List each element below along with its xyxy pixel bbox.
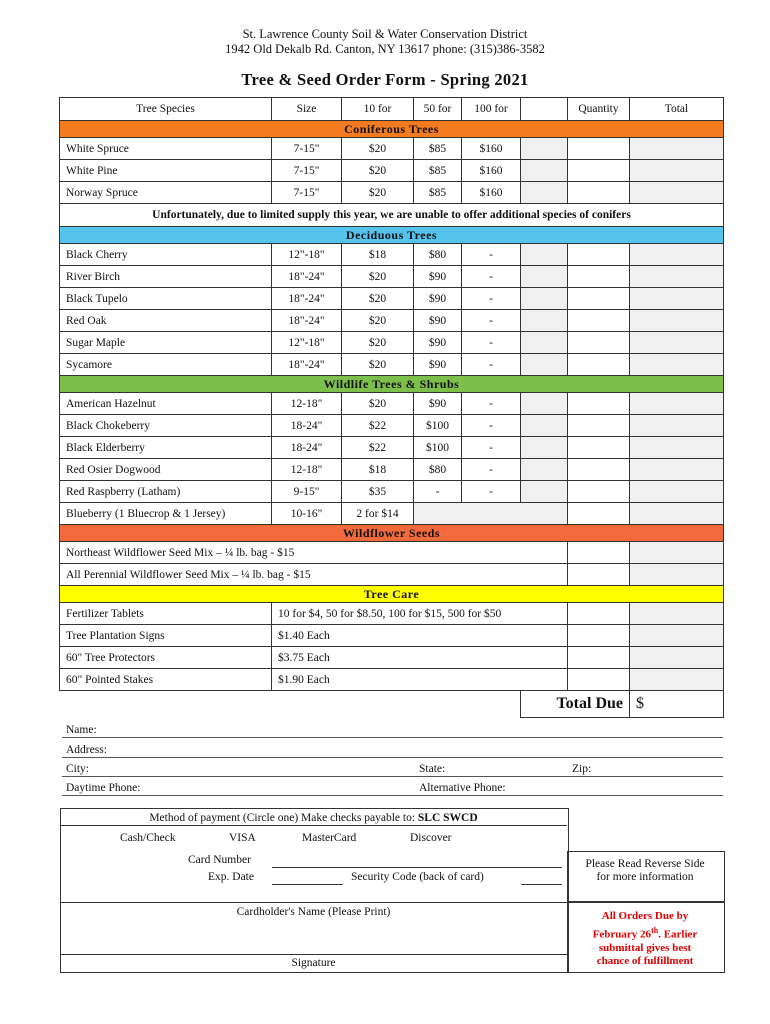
blank-cell — [521, 332, 568, 354]
price-cell: $20 — [342, 182, 414, 204]
blank-cell — [521, 437, 568, 459]
table-row — [60, 603, 724, 625]
item-name: Fertilizer Tablets — [60, 603, 272, 625]
blank-cell — [521, 415, 568, 437]
price-cell: $85 — [414, 160, 462, 182]
price-cell: - — [462, 244, 521, 266]
table-row — [60, 332, 724, 354]
item-name: Tree Plantation Signs — [60, 625, 272, 647]
species-name: Black Cherry — [60, 244, 272, 266]
quantity-input[interactable] — [568, 393, 630, 415]
state-label: State: — [419, 763, 446, 775]
table-row — [60, 437, 724, 459]
total-cell — [630, 288, 724, 310]
total-cell — [630, 481, 724, 503]
quantity-input[interactable] — [568, 415, 630, 437]
daytime-phone-label: Daytime Phone: — [66, 782, 141, 794]
table-row — [60, 182, 724, 204]
order-table — [59, 97, 724, 718]
price-cell: $20 — [342, 393, 414, 415]
column-header: Tree Species — [60, 98, 272, 121]
table-row — [60, 266, 724, 288]
price-cell: $22 — [342, 415, 414, 437]
species-name: Black Tupelo — [60, 288, 272, 310]
total-cell — [630, 244, 724, 266]
spacer — [60, 691, 521, 718]
price-cell: 7-15" — [272, 138, 342, 160]
quantity-input[interactable] — [568, 244, 630, 266]
column-header: 10 for — [342, 98, 414, 121]
price-cell: 18"-24" — [272, 266, 342, 288]
table-row — [60, 160, 724, 182]
table-row — [60, 503, 724, 525]
exp-date-field[interactable] — [272, 871, 343, 885]
price-cell: - — [462, 266, 521, 288]
section-title: Deciduous Trees — [60, 227, 724, 244]
price-cell: $20 — [342, 354, 414, 376]
item-name: 60" Tree Protectors — [60, 647, 272, 669]
price-cell: - — [462, 481, 521, 503]
table-row — [60, 625, 724, 647]
name-line[interactable] — [62, 720, 723, 738]
table-row — [60, 415, 724, 437]
total-cell — [630, 310, 724, 332]
total-cell — [630, 669, 724, 691]
column-header: 100 for — [462, 98, 521, 121]
price-cell: $20 — [342, 288, 414, 310]
blank-cell — [521, 393, 568, 415]
species-name: White Pine — [60, 160, 272, 182]
quantity-input[interactable] — [568, 437, 630, 459]
payment-divider-top — [60, 825, 567, 826]
quantity-input[interactable] — [568, 354, 630, 376]
column-header: Quantity — [568, 98, 630, 121]
blank-cell — [521, 138, 568, 160]
species-name: American Hazelnut — [60, 393, 272, 415]
option-mastercard[interactable]: MasterCard — [302, 832, 357, 844]
total-cell — [630, 138, 724, 160]
price-cell: 12-18" — [272, 393, 342, 415]
quantity-input[interactable] — [568, 481, 630, 503]
quantity-input[interactable] — [568, 332, 630, 354]
species-name: River Birch — [60, 266, 272, 288]
price-cell: $80 — [414, 244, 462, 266]
section-header-wildlife — [60, 376, 724, 393]
quantity-input[interactable] — [568, 160, 630, 182]
price-cell: 7-15" — [272, 182, 342, 204]
price-cell: 18"-24" — [272, 354, 342, 376]
species-name: Sycamore — [60, 354, 272, 376]
blank-cell — [521, 266, 568, 288]
quantity-input[interactable] — [568, 564, 630, 586]
section-header-wildflower — [60, 525, 724, 542]
table-row — [60, 354, 724, 376]
price-cell: $20 — [342, 332, 414, 354]
conifer-note-row — [60, 204, 724, 227]
price-cell: $100 — [414, 415, 462, 437]
column-header — [521, 98, 568, 121]
quantity-input[interactable] — [568, 625, 630, 647]
blank-cell — [521, 459, 568, 481]
item-price: $3.75 Each — [272, 647, 568, 669]
price-cell: 18-24" — [272, 437, 342, 459]
quantity-input[interactable] — [568, 542, 630, 564]
table-row — [60, 647, 724, 669]
blank-cell — [521, 160, 568, 182]
price-cell: $22 — [342, 437, 414, 459]
price-cell: 9-15" — [272, 481, 342, 503]
table-row — [60, 288, 724, 310]
total-cell — [630, 647, 724, 669]
total-cell — [630, 415, 724, 437]
signature-label: Signature — [291, 957, 336, 969]
species-name: Norway Spruce — [60, 182, 272, 204]
price-cell: $18 — [342, 459, 414, 481]
option-cash[interactable]: Cash/Check — [120, 832, 176, 844]
table-row — [60, 564, 724, 586]
total-cell — [630, 564, 724, 586]
section-title: Coniferous Trees — [60, 121, 724, 138]
read-reverse-text: Please Read Reverse Side for more information — [585, 858, 705, 883]
table-row — [60, 393, 724, 415]
section-title: Wildflower Seeds — [60, 525, 724, 542]
table-row — [60, 669, 724, 691]
column-header: Total — [630, 98, 724, 121]
price-cell: - — [462, 288, 521, 310]
price-cell: 18-24" — [272, 415, 342, 437]
card-number-label: Card Number — [188, 854, 251, 866]
price-cell: - — [462, 332, 521, 354]
blank-cell — [414, 503, 568, 525]
blank-cell — [521, 182, 568, 204]
total-cell — [630, 160, 724, 182]
item-price: $1.40 Each — [272, 625, 568, 647]
price-cell: $20 — [342, 310, 414, 332]
price-cell: 7-15" — [272, 160, 342, 182]
total-cell — [630, 437, 724, 459]
section-title: Wildlife Trees & Shrubs — [60, 376, 724, 393]
price-cell: - — [462, 393, 521, 415]
section-header-deciduous — [60, 227, 724, 244]
quantity-input[interactable] — [568, 503, 630, 525]
price-cell: - — [462, 459, 521, 481]
price-cell: - — [414, 481, 462, 503]
seed-mix-name: All Perennial Wildflower Seed Mix – ¼ lb. bag - $15 — [60, 564, 568, 586]
price-cell: $90 — [414, 354, 462, 376]
quantity-input[interactable] — [568, 288, 630, 310]
table-row — [60, 459, 724, 481]
price-cell: - — [462, 415, 521, 437]
price-cell: $35 — [342, 481, 414, 503]
payment-divider-mid — [60, 902, 567, 903]
price-cell: $160 — [462, 160, 521, 182]
table-row — [60, 244, 724, 266]
price-cell: $20 — [342, 160, 414, 182]
blank-cell — [521, 310, 568, 332]
total-cell — [630, 542, 724, 564]
total-cell — [630, 266, 724, 288]
column-header: 50 for — [414, 98, 462, 121]
payment-method-text: Method of payment (Circle one) Make checks payable to: SLC SWCD — [149, 812, 478, 824]
species-name: Red Raspberry (Latham) — [60, 481, 272, 503]
price-cell: 2 for $14 — [342, 503, 414, 525]
zip-label: Zip: — [572, 763, 592, 775]
price-cell: - — [462, 437, 521, 459]
price-cell: - — [462, 310, 521, 332]
org-name: St. Lawrence County Soil & Water Conservation District — [242, 27, 528, 41]
price-cell: 10-16" — [272, 503, 342, 525]
total-cell — [630, 332, 724, 354]
blank-cell — [521, 481, 568, 503]
price-cell: $85 — [414, 182, 462, 204]
price-cell: $90 — [414, 288, 462, 310]
seed-mix-name: Northeast Wildflower Seed Mix – ¼ lb. bag - $15 — [60, 542, 568, 564]
city-state-zip-line[interactable] — [62, 759, 723, 777]
species-name: Black Elderberry — [60, 437, 272, 459]
security-code-field[interactable] — [521, 871, 562, 885]
price-cell: 18"-24" — [272, 288, 342, 310]
price-cell: $100 — [414, 437, 462, 459]
page-title: Tree & Seed Order Form - Spring 2021 — [241, 70, 529, 89]
table-row — [60, 138, 724, 160]
price-cell: $160 — [462, 182, 521, 204]
price-cell: $90 — [414, 332, 462, 354]
price-cell: - — [462, 354, 521, 376]
item-price: 10 for $4, 50 for $8.50, 100 for $15, 500 for $50 — [272, 603, 568, 625]
species-name: Red Osier Dogwood — [60, 459, 272, 481]
price-cell: 12"-18" — [272, 244, 342, 266]
price-cell: $160 — [462, 138, 521, 160]
address-label: Address: — [66, 744, 107, 756]
section-header-coniferous — [60, 121, 724, 138]
price-cell: $90 — [414, 266, 462, 288]
quantity-input[interactable] — [568, 459, 630, 481]
quantity-input[interactable] — [568, 138, 630, 160]
security-code-label: Security Code (back of card) — [351, 871, 484, 883]
price-cell: 12"-18" — [272, 332, 342, 354]
blank-cell — [521, 288, 568, 310]
price-cell: $20 — [342, 138, 414, 160]
species-name: White Spruce — [60, 138, 272, 160]
total-cell — [630, 503, 724, 525]
price-cell: 18"-24" — [272, 310, 342, 332]
item-name: 60" Pointed Stakes — [60, 669, 272, 691]
species-name: Sugar Maple — [60, 332, 272, 354]
total-cell — [630, 603, 724, 625]
address-line[interactable] — [62, 740, 723, 758]
price-cell: 12-18" — [272, 459, 342, 481]
price-cell: $90 — [414, 393, 462, 415]
table-row — [60, 481, 724, 503]
phone-line[interactable] — [62, 778, 723, 796]
quantity-input[interactable] — [568, 266, 630, 288]
item-price: $1.90 Each — [272, 669, 568, 691]
blank-cell — [521, 354, 568, 376]
total-cell — [630, 625, 724, 647]
quantity-input[interactable] — [568, 310, 630, 332]
section-header-care — [60, 586, 724, 603]
total-due-field[interactable]: $ — [630, 691, 724, 718]
option-visa[interactable]: VISA — [229, 832, 256, 844]
quantity-input[interactable] — [568, 182, 630, 204]
table-row — [60, 310, 724, 332]
total-due-label: Total Due — [521, 691, 630, 718]
total-cell — [630, 393, 724, 415]
due-notice: All Orders Due by February 26th. Earlier submittal gives best chance of fulfillment — [592, 910, 698, 968]
price-cell: $18 — [342, 244, 414, 266]
name-label: Name: — [66, 724, 97, 736]
total-cell — [630, 182, 724, 204]
section-title: Tree Care — [60, 586, 724, 603]
exp-date-label: Exp. Date — [208, 871, 254, 883]
species-name: Black Chokeberry — [60, 415, 272, 437]
quantity-input[interactable] — [568, 669, 630, 691]
cardholder-label: Cardholder's Name (Please Print) — [236, 906, 391, 918]
header-row — [60, 98, 724, 121]
price-cell: $20 — [342, 266, 414, 288]
payee: SLC SWCD — [417, 812, 478, 824]
column-header: Size — [272, 98, 342, 121]
total-cell — [630, 354, 724, 376]
cardholder-field[interactable] — [60, 933, 567, 953]
species-name: Blueberry (1 Bluecrop & 1 Jersey) — [60, 503, 272, 525]
signature-line — [60, 954, 567, 955]
total-row — [60, 691, 724, 718]
quantity-input[interactable] — [568, 603, 630, 625]
city-label: City: — [66, 763, 90, 775]
conifer-note: Unfortunately, due to limited supply this year, we are unable to offer additional species of conifers — [60, 204, 724, 227]
total-cell — [630, 459, 724, 481]
price-cell: $80 — [414, 459, 462, 481]
table-row — [60, 542, 724, 564]
org-address: 1942 Old Dekalb Rd. Canton, NY 13617 phone: (315)386-3582 — [225, 42, 545, 56]
price-cell: $85 — [414, 138, 462, 160]
species-name: Red Oak — [60, 310, 272, 332]
quantity-input[interactable] — [568, 647, 630, 669]
option-discover[interactable]: Discover — [410, 832, 452, 844]
blank-cell — [521, 244, 568, 266]
card-number-field[interactable] — [272, 854, 562, 868]
alt-phone-label: Alternative Phone: — [419, 782, 506, 794]
price-cell: $90 — [414, 310, 462, 332]
